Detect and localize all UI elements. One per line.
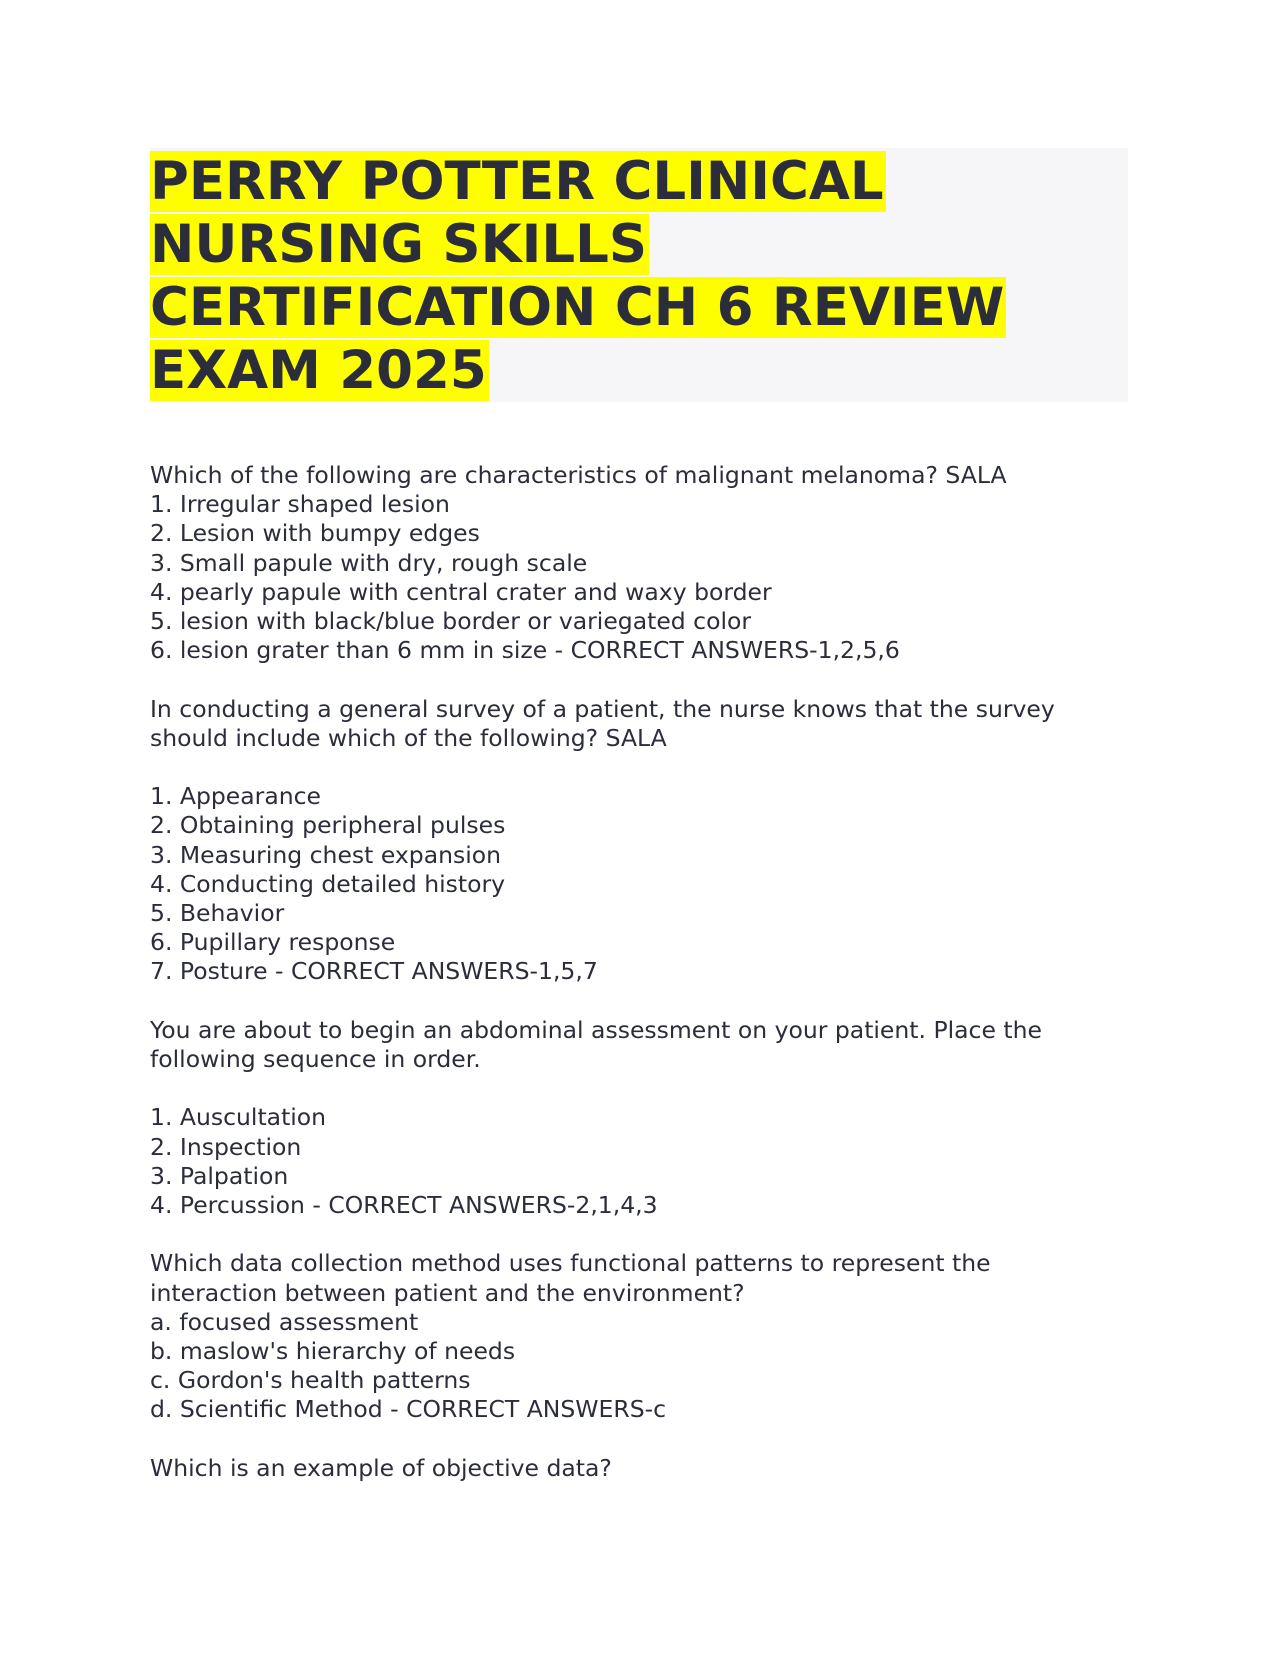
question-stem: In conducting a general survey of a patient, the nurse knows that the survey <box>150 694 1055 723</box>
answer-option: 1. Appearance <box>150 782 321 811</box>
document-title <box>150 150 1128 402</box>
answer-option: 3. Palpation <box>150 1161 289 1190</box>
answer-option: 5. Behavior <box>150 899 285 928</box>
answer-option: 1. Irregular shaped lesion <box>150 490 450 519</box>
answer-option: 1. Auscultation <box>150 1103 327 1132</box>
answer-option-with-key: d. Scientific Method - CORRECT ANSWERS-c <box>150 1395 667 1424</box>
answer-option: 5. lesion with black/blue border or variegated color <box>150 607 752 636</box>
answer-option: 6. Pupillary response <box>150 928 396 957</box>
question-block-4 <box>150 1249 1130 1424</box>
answer-option: 2. Lesion with bumpy edges <box>150 519 480 548</box>
title-line: PERRY POTTER CLINICAL <box>150 151 884 212</box>
answer-option: 2. Obtaining peripheral pulses <box>150 811 506 840</box>
question-stem: following sequence in order. <box>150 1045 481 1074</box>
title-line: EXAM 2025 <box>150 340 487 401</box>
question-block-5 <box>150 1454 1130 1483</box>
answer-option: 2. Inspection <box>150 1132 302 1161</box>
question-block-2 <box>150 695 1130 987</box>
question-stem: Which data collection method uses functional patterns to represent the <box>150 1249 991 1278</box>
answer-option: 3. Small papule with dry, rough scale <box>150 548 588 577</box>
question-stem: Which is an example of objective data? <box>150 1453 612 1482</box>
question-stem: Which of the following are characteristics of malignant melanoma? SALA <box>150 461 1007 489</box>
document-body <box>150 461 1130 1512</box>
question-stem: You are about to begin an abdominal assessment on your patient. Place the <box>150 1015 1042 1044</box>
answer-option: a. focused assessment <box>150 1307 419 1336</box>
answer-option: 4. pearly papule with central crater and waxy border <box>150 577 772 606</box>
spacer <box>150 1074 1130 1103</box>
title-line: CERTIFICATION CH 6 REVIEW <box>150 277 1005 338</box>
title-line: NURSING SKILLS <box>150 214 648 275</box>
answer-option-with-key: 6. lesion grater than 6 mm in size - CORRECT ANSWERS-1,2,5,6 <box>150 636 900 665</box>
spacer <box>150 753 1130 782</box>
answer-option-with-key: 7. Posture - CORRECT ANSWERS-1,5,7 <box>150 957 598 986</box>
question-stem: interaction between patient and the environment? <box>150 1278 745 1307</box>
question-block-1 <box>150 461 1130 665</box>
question-block-3 <box>150 1016 1130 1220</box>
answer-option-with-key: 4. Percussion - CORRECT ANSWERS-2,1,4,3 <box>150 1191 658 1220</box>
answer-option: 4. Conducting detailed history <box>150 869 506 898</box>
answer-option: 3. Measuring chest expansion <box>150 840 502 869</box>
question-stem: should include which of the following? SALA <box>150 723 667 752</box>
answer-option: c. Gordon's health patterns <box>150 1366 471 1395</box>
answer-option: b. maslow's hierarchy of needs <box>150 1337 516 1366</box>
